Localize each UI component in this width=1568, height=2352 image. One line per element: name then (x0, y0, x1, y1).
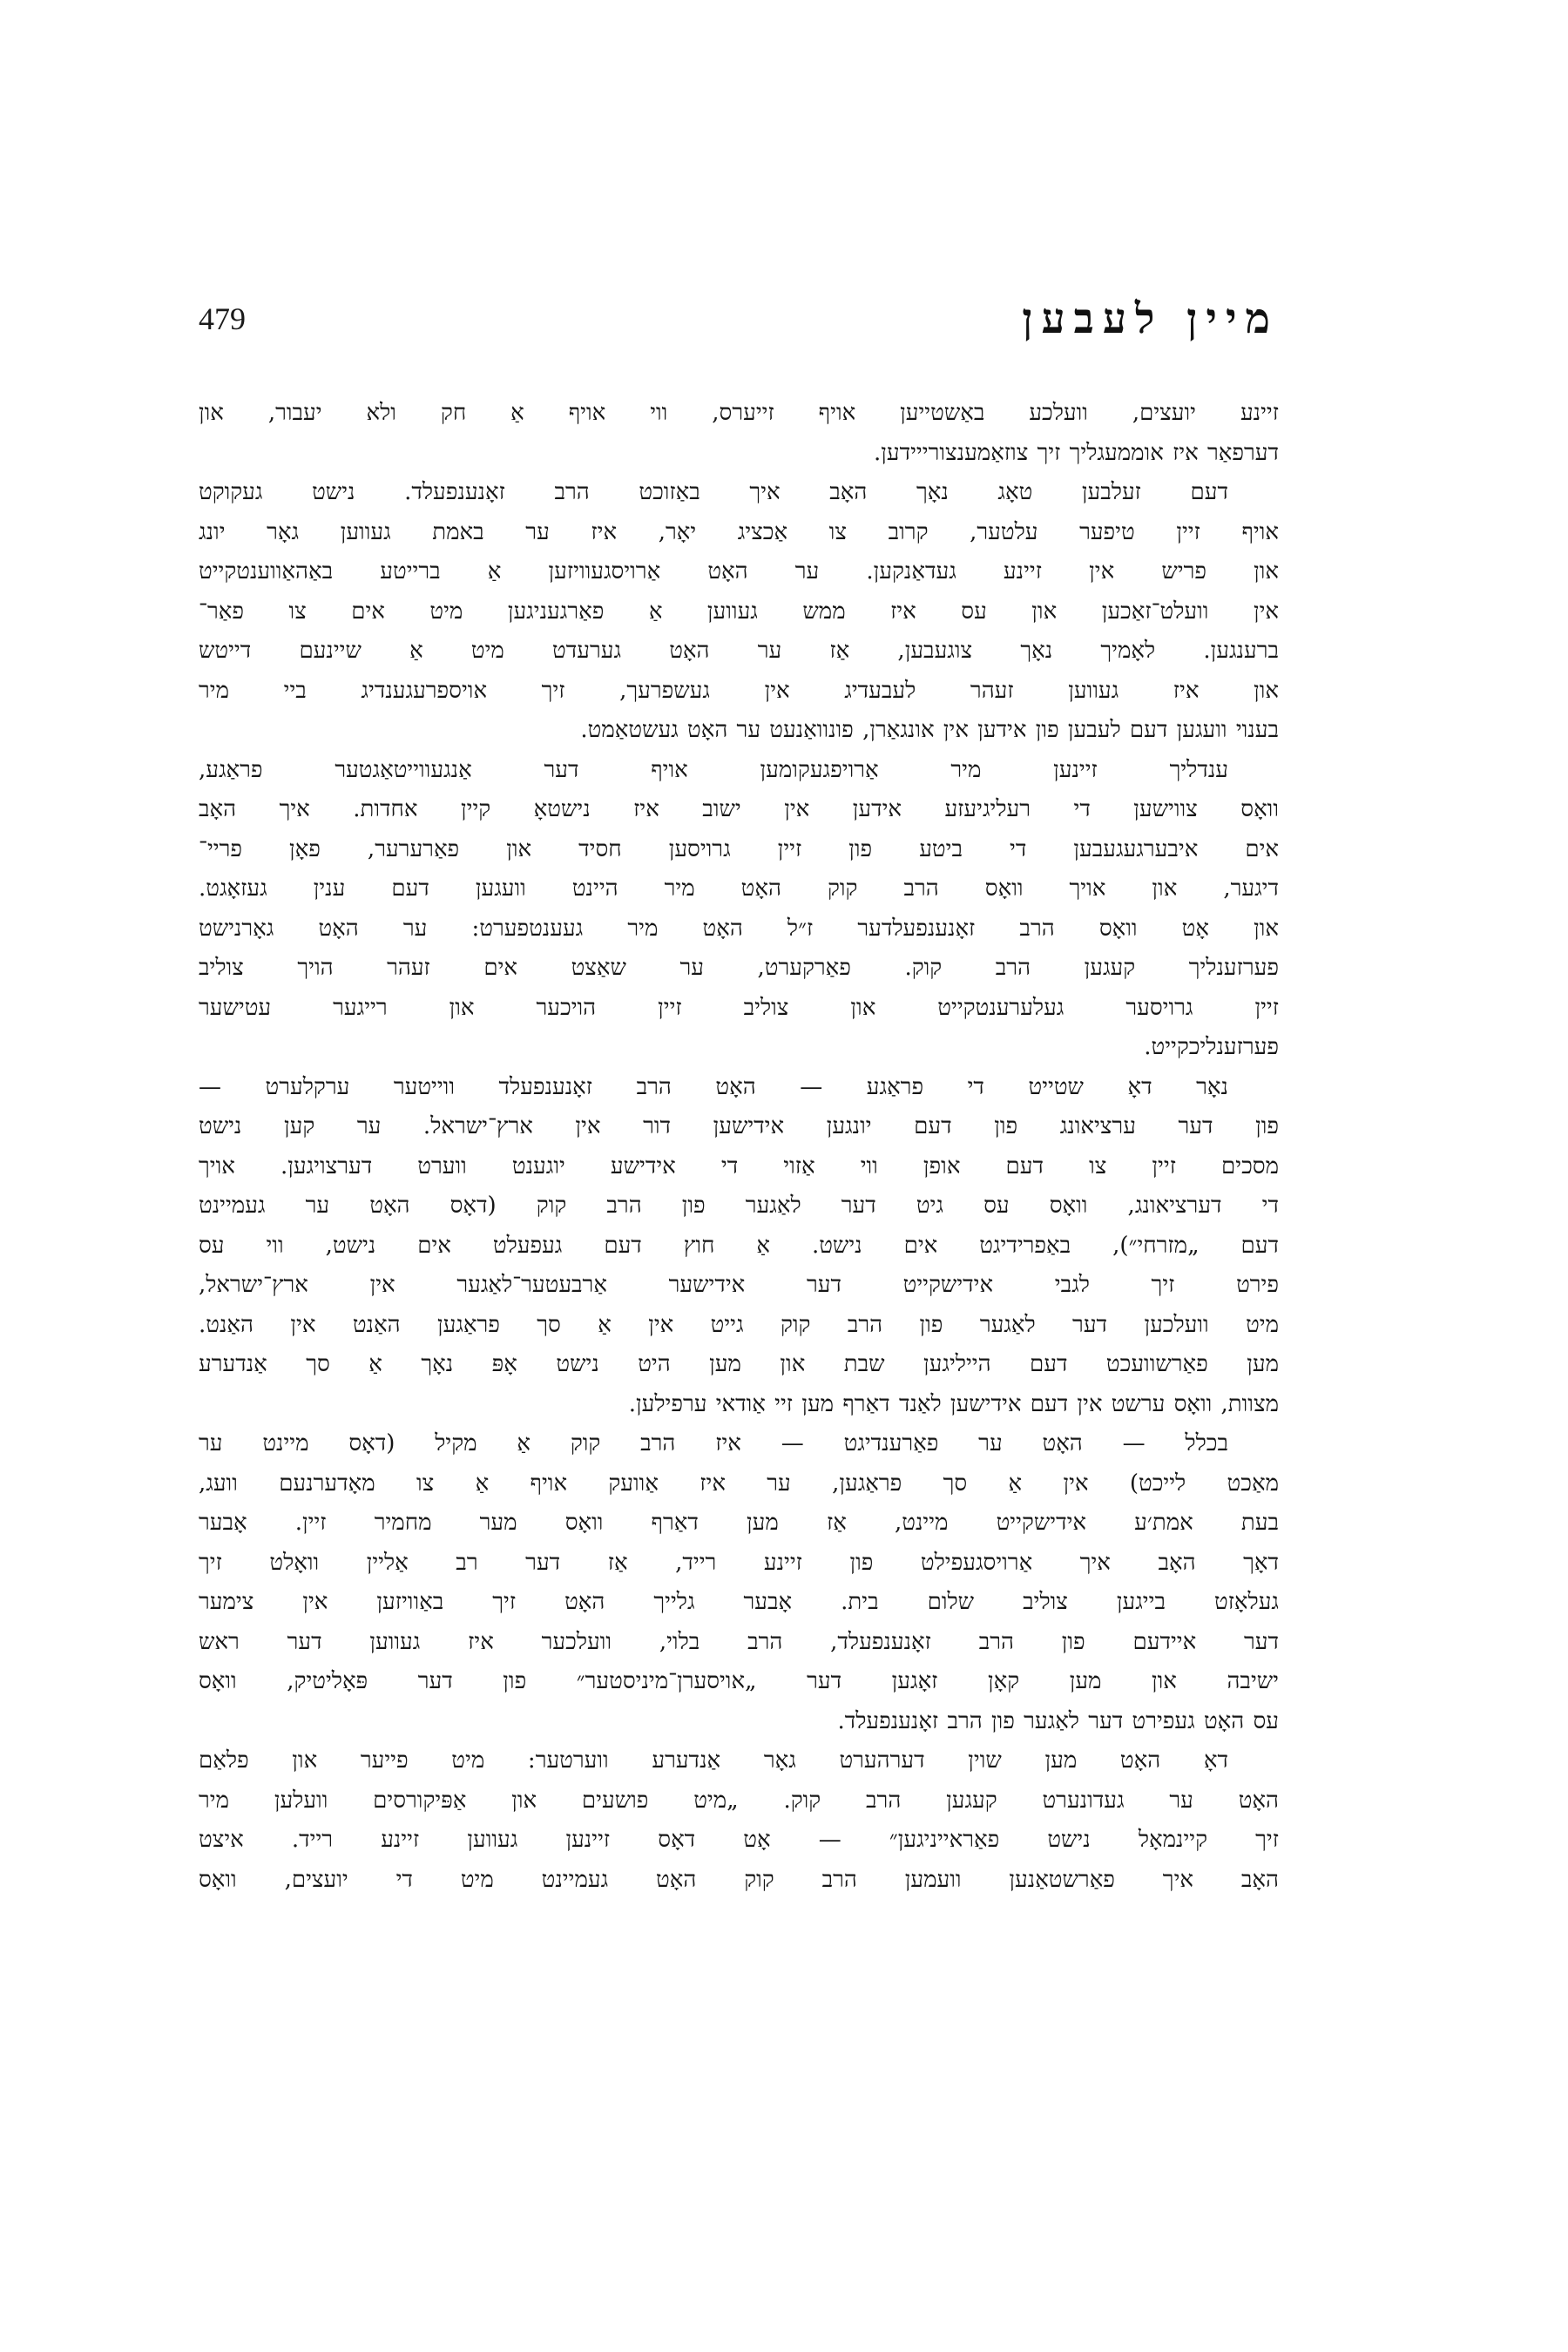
text-line: פון דער ערציאונג פון דעם יונגען אידישען דור אין ארץ־ישראל. ער קען נישט (199, 1113, 1279, 1139)
text-line: מאַכט לייכט) אין אַ סך פראַגען, ער איז אַוועק אויף אַ צו מאָדערנעם וועג, (199, 1470, 1279, 1497)
text-line: און פריש אין זיינע געדאַנקען. ער האָט אַרויסגעוויזען אַ ברייטע באַהאַווענטקייט (199, 558, 1279, 585)
text-line: און איז געווען זעהר לעבעדיג אין געשפרעך, זיך אויספרעגענדיג ביי מיר (199, 677, 1279, 704)
text-line: האָב איך פאַרשטאַנען וועמען הרב קוק האָט געמיינט מיט די יועצים, וואָס (199, 1866, 1279, 1893)
text-line: זיין גרויסער געלערענטקייט און צוליב זיין הויכער און רייגער עטישער (199, 994, 1279, 1021)
text-line: מצוות, וואָס ערשט אין דעם אידישען לאַנד דאַרף מען זיי אַודאי ערפילען. (628, 1390, 1279, 1417)
text-line: פערזענליכקייט. (1144, 1034, 1279, 1060)
book-page (199, 296, 1279, 2178)
text-line: נאָר דאָ שטייט די פראַגע — האָט הרב זאָנענפעלד ווייטער ערקלערט — (199, 1073, 1228, 1100)
text-line: פערזענליך קעגען הרב קוק. פאַרקערט, ער שאַצט אים זעהר הויך צוליב (199, 955, 1279, 981)
text-line: דאָך האָב איך אַרויסגעפילט פון זיינע רייד, אַז דער רב אַליין וואָלט זיך (199, 1549, 1279, 1576)
text-line: מען פאַרשוועכט דעם הייליגען שבת און מען היט נישט אָפּ נאָך אַ סך אַנדערע (199, 1351, 1279, 1377)
text-line: בענוי וועגען דעם לעבען פון אידען אין אונגאַרן, פונוואַנעט ער האָט געשטאַמט. (580, 717, 1279, 743)
text-line: אין וועלט־זאַכען און עס איז ממש געווען אַ פאַרגעניגען מיט אים צו פאַר־ (199, 598, 1279, 625)
text-line: בכלל — האָט ער פאַרענדיגט — איז הרב קוק אַ מקיל (דאָס מיינט ער (199, 1430, 1228, 1456)
text-line: מסכים זיין צו דעם אופן ווי אַזוי די אידישע יוגענט ווערט דערצויגען. אויך (199, 1152, 1279, 1179)
running-head (199, 296, 1279, 348)
text-line: ברענגען. לאָמיך נאָך צוגעבען, אַז ער האָט גערעדט מיט אַ שיינעם דייטש (199, 638, 1279, 664)
text-line: ענדליך זיינען מיר אַרויפגעקומען אויף דער אַנגעווייטאַגטער פראַגע, (199, 756, 1228, 783)
text-line: וואָס צווישען די רעליגיעזע אידען אין ישוב איז נישטאָ קיין אחדות. איך האָב (199, 796, 1279, 822)
page-number: 479 (199, 301, 246, 336)
body-text (199, 394, 1279, 1900)
text-line: פירט זיך לגבי אידישקייט דער אידישער אַרבעטער־לאַגער אין ארץ־ישראל, (199, 1272, 1279, 1298)
text-line: ישיבה און מען קאָן זאָגען דער „אויסערן־מיניסטער״ פון דער פּאָליטיק, וואָס (199, 1668, 1279, 1694)
text-line: און אָט וואָס הרב זאָנענפעלדער ז״ל האָט מיר געענטפערט: ער האָט גאָרנישט (199, 915, 1279, 942)
text-line: דאָ האָט מען שוין דערהערט גאָר אַנדערע ווערטער: מיט פייער און פלאַם (199, 1747, 1228, 1774)
text-line: די דערציאונג, וואָס עס גיט דער לאַגער פון הרב קוק (דאָס האָט ער געמיינט (199, 1193, 1279, 1219)
text-line: מיט וועלכען דער לאַגער פון הרב קוק גייט אין אַ סך פראַגען האַנט אין האַנט. (199, 1311, 1279, 1338)
text-line: דעם „מזרחי״), באַפרידיגט אים נישט. אַ חוץ דעם געפעלט אים נישט, ווי עס (199, 1232, 1279, 1259)
text-line: דעם זעלבען טאָג נאָך האָב איך באַזוכט הרב זאָנענפעלד. נישט געקוקט (199, 479, 1228, 505)
text-line: געלאָזט בייגען צוליב שלום בית. אָבער גלייך האָט זיך באַוויזען אין צימער (199, 1589, 1279, 1615)
text-line: זיינע יועצים, וועלכע באַשטייען אויף זייערס, ווי אויף אַ חק ולא יעבור, און (199, 400, 1279, 426)
text-line: זיך קיינמאָל נישט פאַראייניגען״ — אָט דאָס זיינען געווען זיינע רייד. איצט (199, 1827, 1279, 1853)
text-line: דערפאַר איז אוממעגליך זיך צוזאַמענצורייידען. (874, 439, 1279, 466)
text-line: דיגער, און אויך וואָס הרב קוק האָט מיר היינט וועגען דעם ענין געזאָגט. (199, 875, 1279, 902)
book-title: מיין לעבען (1022, 294, 1279, 343)
text-line: בעת אמת׳ע אידישקייט מיינט, אַז מען דאַרף וואָס מער מחמיר זיין. אָבער (199, 1510, 1279, 1536)
text-line: עס האָט געפירט דער לאַגער פון הרב זאָנענפעלד. (837, 1707, 1279, 1734)
text-line: אים איבערגעגעבען די ביטע פון זיין גרויסען חסיד און פאַרערער, פאָן פריי־ (199, 835, 1279, 862)
text-line: דער איידעם פון הרב זאָנענפעלד, הרב בלוי, וועלכער איז געווען דער ראש (199, 1628, 1279, 1655)
text-line: אויף זיין טיפער עלטער, קרוב צו אַכציג יאָר, איז ער באמת געווען גאָר יונג (199, 518, 1279, 545)
text-line: האָט ער געדונערט קעגען הרב קוק. „מיט פושעים און אַפּיקורסים וועלען מיר (199, 1787, 1279, 1814)
